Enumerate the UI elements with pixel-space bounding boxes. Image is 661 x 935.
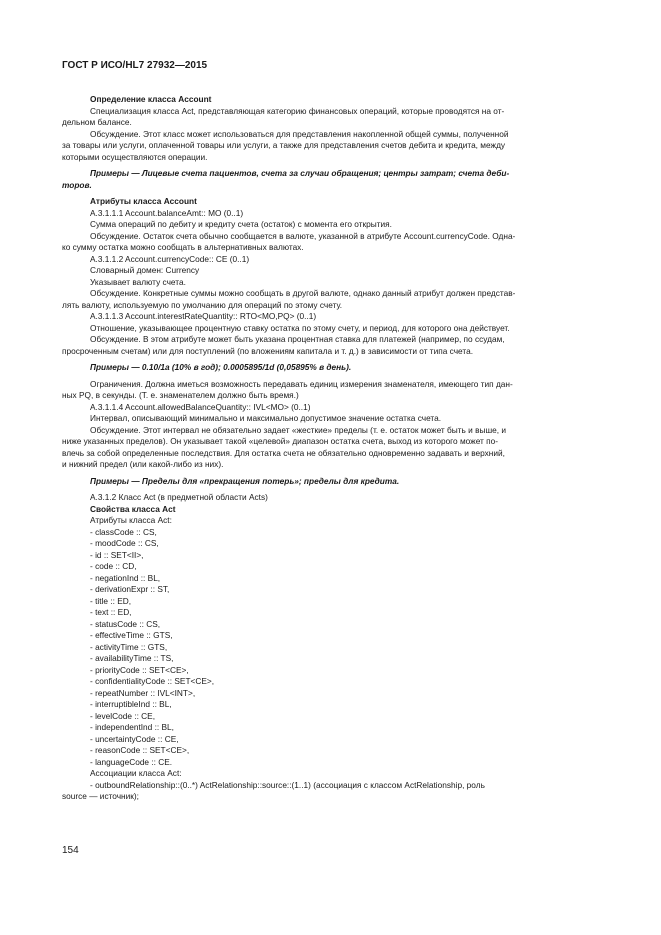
text-line: - activityTime :: GTS, (90, 641, 168, 652)
text-line: - effectiveTime :: GTS, (90, 630, 173, 640)
page-header: ГОСТ Р ИСО/HL7 27932—2015 (62, 60, 208, 71)
text-line: которыми осуществляются операции. (62, 151, 208, 162)
text-line: влечь за собой определенные последствия. Для остатка счета не обязательно одновременно задавать и верхний, (62, 447, 505, 458)
text-line: - repeatNumber :: IVL<INT>, (90, 687, 196, 698)
text-line: ко сумму остатка можно сообщать в альтернативных валютах. (62, 242, 304, 252)
text-line: Обсуждение. Этот класс может использоваться для представления накопленной общей суммы, полученной (90, 128, 509, 139)
text-line: A.3.1.1.4 Account.allowedBalanceQuantity:: IVL<MO> (0..1) (90, 401, 311, 412)
text-line: - interruptibleInd :: BL, (90, 699, 172, 709)
text-line: - statusCode :: CS, (90, 618, 161, 629)
text-line: Примеры — Лицевые счета пациентов, счета за случаи обращения; центры затрат; счета деби- (90, 168, 510, 178)
text-line: - code :: CD, (90, 561, 137, 571)
text-line: Атрибуты класса Act: (90, 515, 172, 525)
text-line: source — источник); (62, 791, 139, 801)
page-number: 154 (62, 845, 79, 856)
text-line: - outboundRelationship::(0..*) ActRelationship::source::(1..1) (ассоциация с классом ActRelationship, роль (90, 779, 485, 790)
text-line: - confidentialityCode :: SET<CE>, (90, 676, 215, 686)
text-line: - uncertaintyCode :: CE, (90, 733, 179, 744)
text-line: просроченным счетам) или для поступлений (по вложениям капитала и т. д.) в зависимости от типа счета. (62, 345, 473, 356)
text-line: A.3.1.1.3 Account.interestRateQuantity:: RTO<MO,PQ> (0..1) (90, 311, 317, 321)
text-line: ниже указанных пределов). Он указывает такой «целевой» диапазон остатка счета, выход из которого может по- (62, 436, 499, 446)
document-body (62, 94, 598, 803)
text-line: Обсуждение. В этом атрибуте может быть указана процентная ставка для платежей (например, по ссудам, (90, 334, 505, 344)
text-line: дельном балансе. (62, 117, 132, 127)
text-line: Специализация класса Act, представляющая категорию финансовых операций, которые проводятся на от- (90, 105, 505, 116)
text-line: Сумма операций по дебиту и кредиту счета (остаток) с момента его открытия. (90, 219, 392, 229)
text-line: Обсуждение. Остаток счета обычно сообщается в валюте, указанной в атрибуте Account.currencyCode. Одна- (90, 230, 516, 241)
text-line: Указывает валюту счета. (90, 276, 186, 287)
text-line: Ограничения. Должна иметься возможность передавать единиц измерения знаменателя, имеющего тип дан- (90, 378, 513, 389)
text-line: - negationInd :: BL, (90, 572, 161, 583)
text-line: - text :: ED, (90, 607, 132, 617)
text-line: Примеры — 0.10/1a (10% в год); 0.0005895/1d (0,05895% в день). (90, 362, 352, 372)
text-line: A.3.1.2 Класс Act (в предметной области Acts) (90, 492, 268, 502)
text-line: за товары или услуги, оплаченной товары или услуги, а также для представления счетов дебита и кредита, между (62, 140, 506, 150)
text-line: лять валюту, используемую по умолчанию для операций по этому счету. (62, 299, 343, 310)
text-line: Интервал, описывающий минимально и максимально допустимое значение остатка счета. (90, 413, 442, 423)
text-line: A.3.1.1.2 Account.currencyCode:: CE (0..1) (90, 253, 250, 264)
text-line: ных PQ, в секунды. (Т. е. знаменателем должно быть время.) (62, 390, 299, 400)
text-line: - reasonCode :: SET<CE>, (90, 745, 190, 755)
text-line: и нижний предел (или какой-либо из них). (62, 459, 224, 469)
text-line: Обсуждение. Конкретные суммы можно сообщать в другой валюте, однако данный атрибут должен представ- (90, 288, 516, 298)
text-line: A.3.1.1.1 Account.balanceAmt:: MO (0..1) (90, 207, 244, 218)
text-line: Атрибуты класса Account (90, 196, 197, 206)
text-line: - id :: SET<II>, (90, 549, 144, 560)
text-line: - levelCode :: CE, (90, 710, 156, 721)
text-line: Ассоциации класса Act: (90, 768, 182, 778)
text-line: - availabilityTime :: TS, (90, 653, 174, 663)
text-line: Словарный домен: Currency (90, 265, 200, 275)
text-line: Отношение, указывающее процентную ставку остатка по этому счету, и период, для которого она действует. (90, 322, 510, 333)
text-line: - independentInd :: BL, (90, 722, 174, 732)
text-line: - classCode :: CS, (90, 526, 157, 537)
text-line: - derivationExpr :: ST, (90, 584, 170, 594)
text-line: Примеры — Пределы для «прекращения потерь»; пределы для кредита. (90, 475, 400, 486)
text-line: Определение класса Account (90, 94, 212, 104)
text-line: - moodCode :: CS, (90, 538, 159, 548)
text-line: - title :: ED, (90, 595, 132, 606)
text-line: - priorityCode :: SET<CE>, (90, 664, 189, 675)
text-line: Свойства класса Act (90, 503, 176, 514)
text-line: Обсуждение. Этот интервал не обязательно задает «жесткие» пределы (т. е. остаток может быть и выше, и (90, 424, 507, 435)
text-line: - languageCode :: CE. (90, 756, 173, 767)
text-line: торов. (62, 179, 92, 190)
